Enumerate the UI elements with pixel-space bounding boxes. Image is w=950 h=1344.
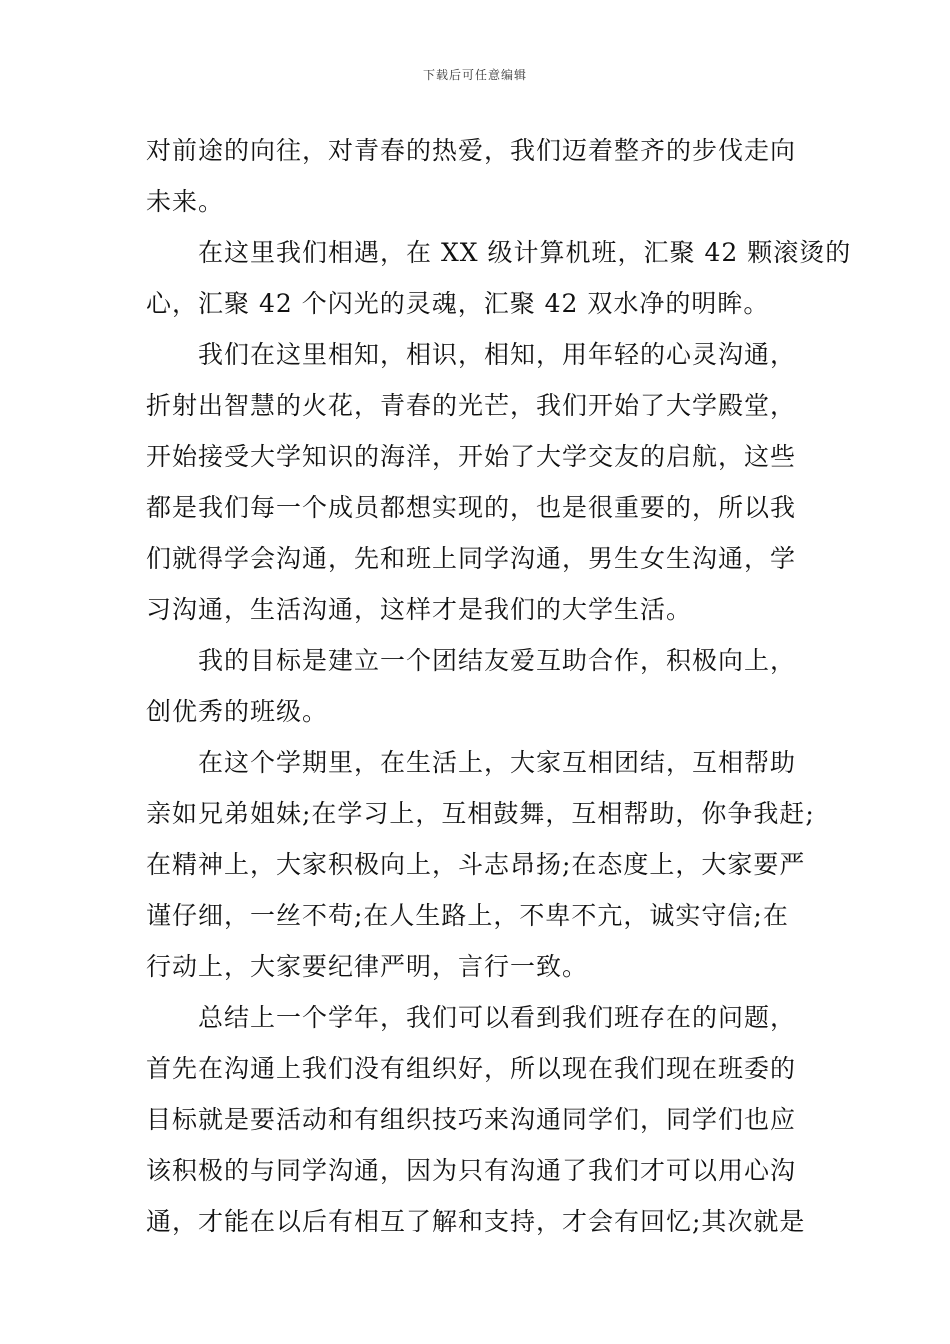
text-line: 习沟通，生活沟通，这样才是我们的大学生活。 — [146, 595, 693, 624]
paragraph-5 — [146, 737, 818, 992]
text-line: 都是我们每一个成员都想实现的，也是很重要的，所以我 — [146, 493, 797, 522]
text-line: 我们在这里相知，相识，相知，用年轻的心灵沟通， — [198, 340, 797, 369]
text-line: 首先在沟通上我们没有组织好，所以现在我们现在班委的 — [146, 1054, 797, 1083]
text-line: 对前途的向往，对青春的热爱，我们迈着整齐的步伐走向 — [146, 136, 797, 165]
text-line: 在这个学期里，在生活上，大家互相团结，互相帮助 — [198, 748, 797, 777]
text-line: 亲如兄弟姐妹;在学习上，互相鼓舞，互相帮助，你争我赶; — [146, 799, 815, 828]
text-line: 总结上一个学年，我们可以看到我们班存在的问题， — [198, 1003, 797, 1032]
text-line: 们就得学会沟通，先和班上同学沟通，男生女生沟通，学 — [146, 544, 797, 573]
paragraph-2 — [146, 227, 852, 329]
text-line: 在这里我们相遇，在 XX 级计算机班，汇聚 42 颗滚烫的 — [198, 238, 852, 267]
text-line: 心，汇聚 42 个闪光的灵魂，汇聚 42 双水净的明眸。 — [146, 289, 770, 318]
text-line: 折射出智慧的火花，青春的光芒，我们开始了大学殿堂， — [146, 391, 797, 420]
text-line: 我的目标是建立一个团结友爱互助合作，积极向上， — [198, 646, 797, 675]
text-line: 创优秀的班级。 — [146, 697, 329, 726]
text-line: 在精神上，大家积极向上，斗志昂扬;在态度上，大家要严 — [146, 850, 806, 879]
page-header-note: 下载后可任意编辑 — [422, 68, 527, 82]
paragraph-3 — [146, 329, 818, 635]
text-line: 行动上，大家要纪律严明，言行一致。 — [146, 952, 589, 981]
text-line: 该积极的与同学沟通，因为只有沟通了我们才可以用心沟 — [146, 1156, 797, 1185]
paragraph-1 — [146, 125, 818, 227]
text-line: 未来。 — [146, 187, 225, 216]
paragraph-6 — [146, 992, 818, 1247]
paragraph-4 — [146, 635, 818, 737]
text-line: 开始接受大学知识的海洋，开始了大学交友的启航，这些 — [146, 442, 797, 471]
text-line: 谨仔细，一丝不苟;在人生路上，不卑不亢，诚实守信;在 — [146, 901, 789, 930]
text-line: 目标就是要活动和有组织技巧来沟通同学们，同学们也应 — [146, 1105, 797, 1134]
document-body — [146, 125, 852, 1247]
text-line: 通，才能在以后有相互了解和支持，才会有回忆;其次就是 — [146, 1207, 806, 1236]
